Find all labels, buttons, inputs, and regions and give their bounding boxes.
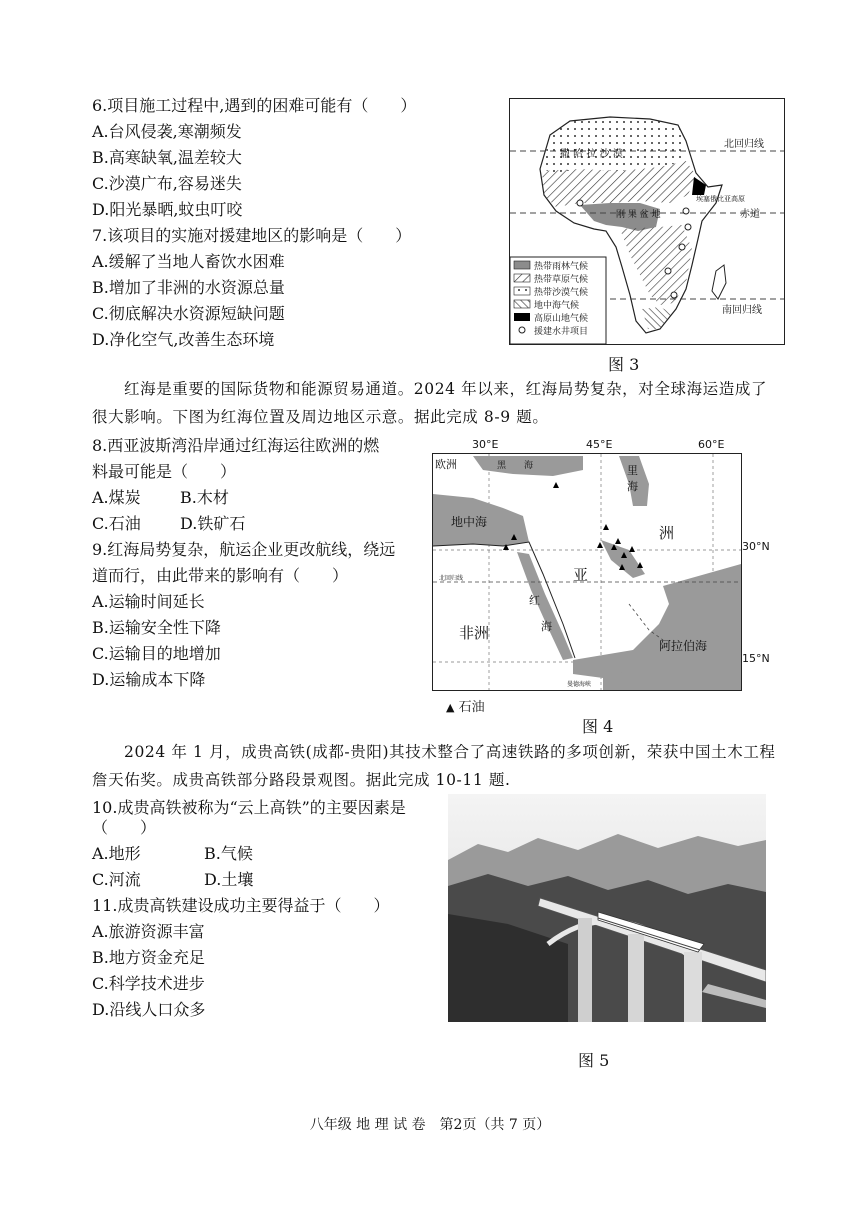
q8-option-b: B.木材 xyxy=(180,488,229,507)
label-asia: 亚 xyxy=(573,566,589,584)
bridge-pier-1 xyxy=(578,918,592,1022)
bridge-pier-3 xyxy=(684,952,702,1022)
q10-option-a: A.地形 xyxy=(92,844,141,863)
q9-option-b: B.运输安全性下降 xyxy=(92,618,221,637)
legend-mediterranean: 地中海气候 xyxy=(534,301,580,311)
label-africa: 非洲 xyxy=(459,624,490,642)
tick-30e: 30°E xyxy=(472,438,499,451)
legend-highland: 高原山地气候 xyxy=(534,314,589,324)
q7-option-d: D.净化空气,改善生态环境 xyxy=(92,330,275,349)
q6-option-c: C.沙漠广布,容易迷失 xyxy=(92,174,242,193)
label-tropic-n: 北回归线 xyxy=(724,139,764,150)
label-red-1: 红 xyxy=(529,594,540,607)
red-sea xyxy=(517,552,573,660)
label-ethiopia: 埃塞俄比亚高原 xyxy=(696,195,745,203)
bridge-pier-2 xyxy=(628,934,644,1022)
page-footer: 八年级 地 理 试 卷 第2页（共 7 页） xyxy=(309,1117,551,1133)
q8-stem-line2: 料最可能是（ ） xyxy=(92,462,237,481)
label-red-2: 海 xyxy=(541,620,552,633)
q6-option-b: B.高寒缺氧,温差较大 xyxy=(92,148,242,167)
label-bab: 曼德海峡 xyxy=(567,681,592,688)
q11-option-c: C.科学技术进步 xyxy=(92,974,205,993)
tick-30n: 30°N xyxy=(742,540,770,553)
q11-stem: 11.成贵高铁建设成功主要得益于（ ） xyxy=(92,896,390,915)
figure-5-caption: 图 5 xyxy=(578,1051,610,1070)
q7-option-a: A.缓解了当地人畜饮水困难 xyxy=(92,252,285,271)
tick-15n: 15°N xyxy=(742,652,770,665)
q9-option-a: A.运输时间延长 xyxy=(92,592,205,611)
q8-option-d: D.铁矿石 xyxy=(180,514,246,533)
q10-option-d: D.土壤 xyxy=(204,870,254,889)
label-arabian: 阿拉伯海 xyxy=(659,639,708,653)
legend-rainforest: 热带雨林气候 xyxy=(534,262,589,272)
label-congo: 刚 果 盆 地 xyxy=(616,210,661,220)
label-europe: 欧洲 xyxy=(435,458,457,471)
q10-option-c: C.河流 xyxy=(92,870,141,889)
q7-option-c: C.彻底解决水资源短缺问题 xyxy=(92,304,285,323)
figure-3-caption: 图 3 xyxy=(608,355,640,374)
q11-option-b: B.地方资金充足 xyxy=(92,948,205,967)
q10-stem-line2: （ ） xyxy=(92,818,157,837)
label-caspian-1: 里 xyxy=(627,464,638,477)
label-tropic-s: 南回归线 xyxy=(722,305,762,316)
label-equator: 赤道 xyxy=(740,209,760,220)
q8-stem-line1: 8.西亚波斯湾沿岸通过红海运往欧洲的燃 xyxy=(92,436,380,455)
legend-oil: 石油 xyxy=(458,700,485,715)
q7-stem: 7.该项目的实施对援建地区的影响是（ ） xyxy=(92,226,412,245)
intro-10-11: 2024 年 1 月，成贵高铁(成都-贵阳)其技术整合了高速铁路的多项创新，荣获中国土木工程詹天佑奖。成贵高铁部分路段景观图。据此完成 10-11 题. xyxy=(92,743,776,789)
figure-4-ticks-right-2 xyxy=(742,652,770,665)
q9-stem-line1: 9.红海局势复杂，航运企业更改航线，绕远 xyxy=(92,540,396,559)
tick-60e: 60°E xyxy=(698,438,725,451)
label-caspian-2: 海 xyxy=(627,480,638,493)
figure-3-legend xyxy=(510,257,606,344)
legend-well: 援建水井项目 xyxy=(534,327,589,337)
figure-4-ticks-right xyxy=(742,540,770,553)
q11-option-a: A.旅游资源丰富 xyxy=(92,922,205,941)
q10-option-b: B.气候 xyxy=(204,844,253,863)
label-black-sea: 黑 海 xyxy=(497,461,534,471)
intro-8-9: 红海是重要的国际货物和能源贸易通道。2024 年以来，红海局势复杂，对全球海运造成了很大影响。下图为红海位置及周边地区示意。据此完成 8-9 题。 xyxy=(92,380,768,426)
q6-stem: 6.项目施工过程中,遇到的困难可能有（ ） xyxy=(92,96,417,115)
q6-option-a: A.台风侵袭,寒潮频发 xyxy=(92,122,242,141)
q9-option-c: C.运输目的地增加 xyxy=(92,644,221,663)
label-sahara: 撒 哈 拉 沙 漠 xyxy=(560,149,623,160)
label-med: 地中海 xyxy=(451,515,488,529)
label-tropic: 北回归线 xyxy=(439,575,464,582)
legend-savanna: 热带草原气候 xyxy=(534,275,589,285)
tick-45e: 45°E xyxy=(586,438,613,451)
label-zhou: 洲 xyxy=(659,524,675,542)
figure-5-photo xyxy=(448,794,766,1022)
figure-4-map xyxy=(432,453,742,691)
q9-stem-line2: 道而行，由此带来的影响有（ ） xyxy=(92,566,349,585)
figure-4-legend xyxy=(446,696,485,715)
q6-option-d: D.阳光暴晒,蚊虫叮咬 xyxy=(92,200,243,219)
oil-icon: ▲ xyxy=(446,701,455,714)
q11-option-d: D.沿线人口众多 xyxy=(92,1000,206,1019)
q8-option-c: C.石油 xyxy=(92,514,141,533)
q9-option-d: D.运输成本下降 xyxy=(92,670,206,689)
madagascar xyxy=(712,265,726,299)
q10-stem-line1: 10.成贵高铁被称为“云上高铁”的主要因素是 xyxy=(92,798,406,817)
q7-option-b: B.增加了非洲的水资源总量 xyxy=(92,278,285,297)
q8-option-a: A.煤炭 xyxy=(92,488,141,507)
figure-3-map xyxy=(509,98,785,345)
legend-desert: 热带沙漠气候 xyxy=(534,288,589,298)
figure-4-caption: 图 4 xyxy=(582,717,614,736)
persian-gulf xyxy=(601,540,645,578)
